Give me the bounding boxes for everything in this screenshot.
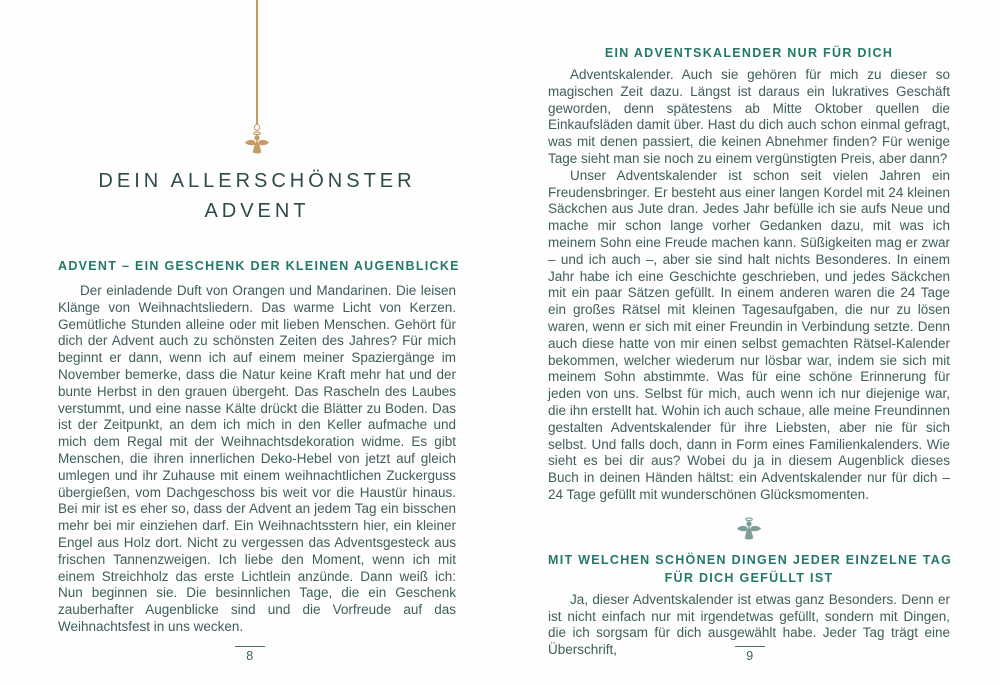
gold-angel-icon (244, 131, 270, 155)
body-paragraph: Ja, dieser Adventskalender ist etwas ganz Besonders. Denn er ist nicht einfach nur mit irgendetwas gefüllt, sondern mit Dingen, die ich sorgsam für dich ausgewählt habe. Jeder Tag trägt eine Überschrift, (548, 591, 950, 658)
page-number-right (500, 646, 1000, 663)
teal-angel-divider-icon (736, 517, 762, 541)
page-number-rule (235, 646, 265, 647)
left-body-text (58, 283, 456, 636)
page-number-value: 8 (246, 649, 254, 663)
page-title (58, 166, 456, 226)
section-heading-line2: FÜR DICH GEFÜLLT IST (664, 570, 834, 585)
body-paragraph: Der einladende Duft von Orangen und Mandarinen. Die leisen Klänge von Weihnachtsliedern. Das warme Licht von Kerzen. Gemütliche Stunden alleine oder mit lieben Menschen. Gehört für dich der Advent auch zu schönsten Zeiten des Jahres? Für mich beginnt er dann, wenn ich auf einem meiner Spaziergänge im November bemerke, dass die Natur keine Kraft mehr hat und der bunte Herbst in den grauen übergeht. Das Rascheln des Laubes verstummt, und eine nasse Kälte drückt die Blätter zu Boden. Das ist der Zeitpunkt, an dem ich mich in den Keller aufmache und mich dem Regal mit der Weihnachtsdekoration widme. Es gibt Menschen, die ihren innerlichen Deko-Hebel von jetzt auf gleich umlegen und ihr Zuhause mit einem weihnachtlichen Zuckerguss übergießen, vom Dachgeschoss bis weit vor die Haustür hinaus. Bei mir ist es eher so, dass der Advent an jedem Tag ein bisschen mehr bei mir einziehen darf. Ein Weihnachtsstern hier, ein kleiner Engel aus Holz dort. Nicht zu vergessen das Adventsgesteck aus frischen Tannenzweigen. Ich liebe den Moment, wenn ich mit einem Streichholz das erste Lichtlein anzünde. Dann weiß ich: Nun beginnen sie. Die besinnlichen Tage, die ein Geschenk zauberhafter Augenblicke sind und die Vorfreude auf das Weihnachtsfest in uns wecken. (58, 283, 456, 634)
section-heading-line1: MIT WELCHEN SCHÖNEN DINGEN JEDER EINZELNE TAG (548, 552, 953, 567)
section-heading-schoene-dinge (548, 551, 953, 587)
section-heading-advent-geschenk: ADVENT – EIN GESCHENK DER KLEINEN AUGENBLICKE (58, 259, 460, 273)
page-number-left (0, 646, 500, 663)
section-heading-adventskalender: EIN ADVENTSKALENDER NUR FÜR DICH (604, 46, 894, 60)
right-body-text (548, 67, 950, 504)
ornament-ring (254, 124, 260, 131)
ornament-string (256, 0, 258, 124)
page-right (500, 0, 1000, 685)
body-paragraph: Adventskalender. Auch sie gehören für mich zu dieser so magischen Zeit dazu. Längst ist daraus ein lukratives Geschäft geworden, denn spätestens ab Mitte Oktober quellen die Einkaufsläden damit über. Hast du dich auch schon einmal gefragt, was mit denen passiert, die keinen Abnehmer finden? Für wenige Tage sieht man sie noch zu einem vergünstigten Preis, aber dann? (548, 67, 950, 166)
angel-divider (736, 517, 762, 541)
page-number-rule (735, 646, 765, 647)
hanging-ornament (58, 0, 456, 158)
page-title-line2: ADVENT (204, 200, 310, 222)
page-title-line1: DEIN ALLERSCHÖNSTER (98, 170, 416, 192)
page-number-value: 9 (746, 649, 754, 663)
body-paragraph: Unser Adventskalender ist schon seit vielen Jahren ein Freudensbringer. Er besteht aus einer langen Kordel mit 24 kleinen Säckchen aus Jute dran. Jedes Jahr befülle ich sie aufs Neue und mache mir schon lange vorher Gedanken dazu, mit was ich meinem Sohn eine Freude machen kann. Süßigkeiten mag er zwar – und ich auch –, aber sie sind halt nichts Besonderes. In einem Jahr habe ich eine Geschichte geschrieben, und jedes Säckchen mit ein paar Sätzen gefüllt. In einem anderen waren die 24 Tage ein großes Rätsel mit kleinen Tagesaufgaben, die nur zu lösen waren, wenn er sich mit einer Freundin in Verbindung setzte. Denn auch diese hatte von mir einen selbst gemachten Rätsel-Kalender bekommen, welcher wiederum nur lösbar war, indem sie sich mit meinem Sohn abstimmte. Was für eine schöne Erinnerung für jeden von uns. Selbst für mich, auch wenn ich nur diejenige war, die ihn erstellt hat. Wohin ich auch schaue, alle meine Freundinnen gestalten Adventskalender für ihre Liebsten, aber nie für sich selbst. Und falls doch, dann in Form eines Familienkalenders. Wie sieht es bei dir aus? Wobei du ja in diesem Augenblick dieses Buch in deinen Händen hältst: ein Adventskalender nur für dich – 24 Tage gefüllt mit wunderschönen Glücksmomenten. (548, 167, 950, 502)
